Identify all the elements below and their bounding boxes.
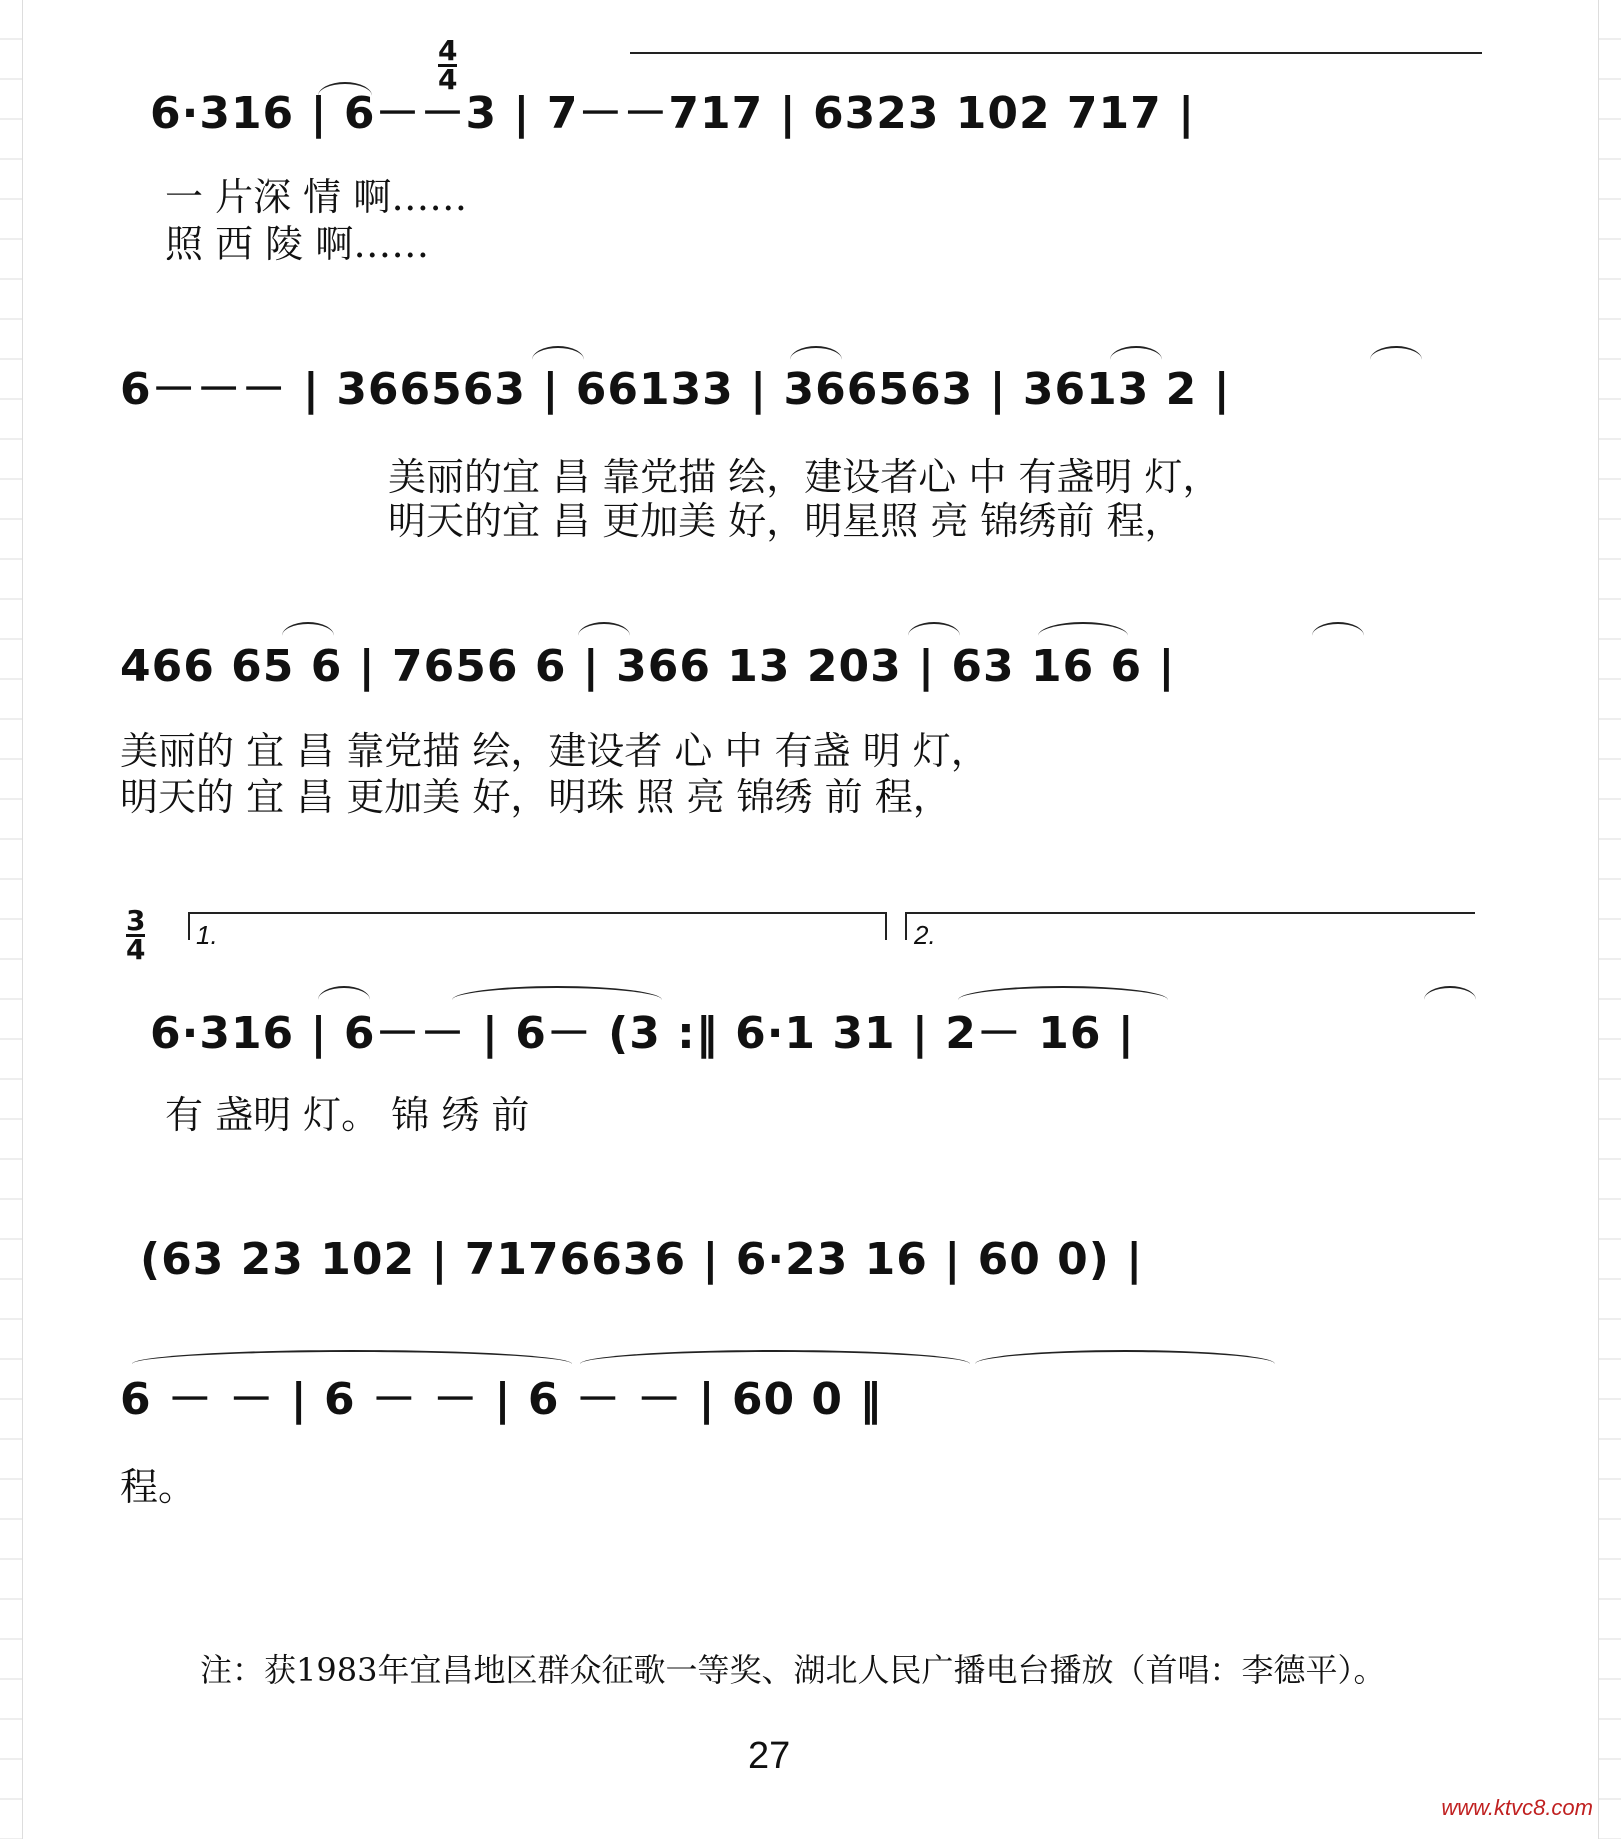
tie bbox=[975, 1350, 1275, 1364]
slur bbox=[958, 986, 1168, 1000]
slur bbox=[908, 622, 960, 636]
slur bbox=[1312, 622, 1364, 636]
notation-line-3: 466 65 6 | 7656 6 | 366 13 203 | 63 16 6 | bbox=[120, 641, 1176, 692]
slur bbox=[1424, 986, 1476, 1000]
notation-line-5: (63 23 102 | 7176636 | 6·23 16 | 60 0) | bbox=[140, 1234, 1144, 1285]
lyrics-line-1a: 一 片深 情 啊…… bbox=[165, 175, 468, 219]
slur bbox=[452, 986, 662, 1000]
slur bbox=[578, 622, 630, 636]
time-signature-4-4: 4 4 bbox=[438, 34, 458, 96]
tie bbox=[580, 1350, 970, 1364]
slur bbox=[318, 82, 372, 96]
slur bbox=[318, 986, 370, 1000]
tie bbox=[132, 1350, 572, 1364]
slur bbox=[1370, 346, 1422, 360]
watermark: www.ktvc8.com bbox=[1441, 1795, 1593, 1820]
volta-first-label: 1. bbox=[196, 920, 218, 950]
lyrics-line-3b: 明天的 宜 昌 更加美 好，明珠 照 亮 锦绣 前 程， bbox=[120, 775, 951, 819]
volta-first-ending bbox=[188, 912, 887, 940]
tie-rule bbox=[630, 52, 1482, 54]
lyrics-line-1b: 照 西 陵 啊…… bbox=[165, 222, 430, 266]
lyrics-line-3a: 美丽的 宜 昌 靠党描 绘，建设者 心 中 有盏 明 灯， bbox=[120, 729, 989, 773]
slur bbox=[1038, 622, 1128, 636]
volta-second-ending bbox=[905, 912, 1475, 940]
notation-line-1: 6·316 | 6－－3 | 7－－717 | 6323 102 717 | bbox=[150, 88, 1196, 139]
lyrics-line-2b: 明天的宜 昌 更加美 好，明星照 亮 锦绣前 程， bbox=[388, 499, 1183, 543]
footnote: 注：获1983年宜昌地区群众征歌一等奖、湖北人民广播电台播放（首唱：李德平）。 bbox=[200, 1651, 1386, 1689]
lyrics-line-6: 程。 bbox=[120, 1465, 197, 1509]
slur bbox=[282, 622, 334, 636]
page-number: 27 bbox=[748, 1735, 791, 1777]
notation-line-2: 6－－－ | 366563 | 66133 | 366563 | 3613 2 | bbox=[120, 364, 1231, 415]
volta-second-label: 2. bbox=[914, 920, 936, 950]
slur bbox=[790, 346, 842, 360]
left-page-edge bbox=[0, 0, 23, 1839]
time-signature-3-4: 3 4 bbox=[126, 904, 146, 966]
lyrics-line-2a: 美丽的宜 昌 靠党描 绘，建设者心 中 有盏明 灯， bbox=[388, 455, 1221, 499]
lyrics-line-4: 有 盏明 灯。 锦 绣 前 bbox=[165, 1093, 530, 1137]
slur bbox=[532, 346, 584, 360]
notation-line-6: 6 － － | 6 － － | 6 － － | 60 0 ‖ bbox=[120, 1374, 883, 1425]
right-page-edge bbox=[1598, 0, 1621, 1839]
notation-line-4: 6·316 | 6－－ | 6－ (3 :‖ 6·1 31 | 2－ 16 | bbox=[150, 1008, 1135, 1059]
slur bbox=[1110, 346, 1162, 360]
